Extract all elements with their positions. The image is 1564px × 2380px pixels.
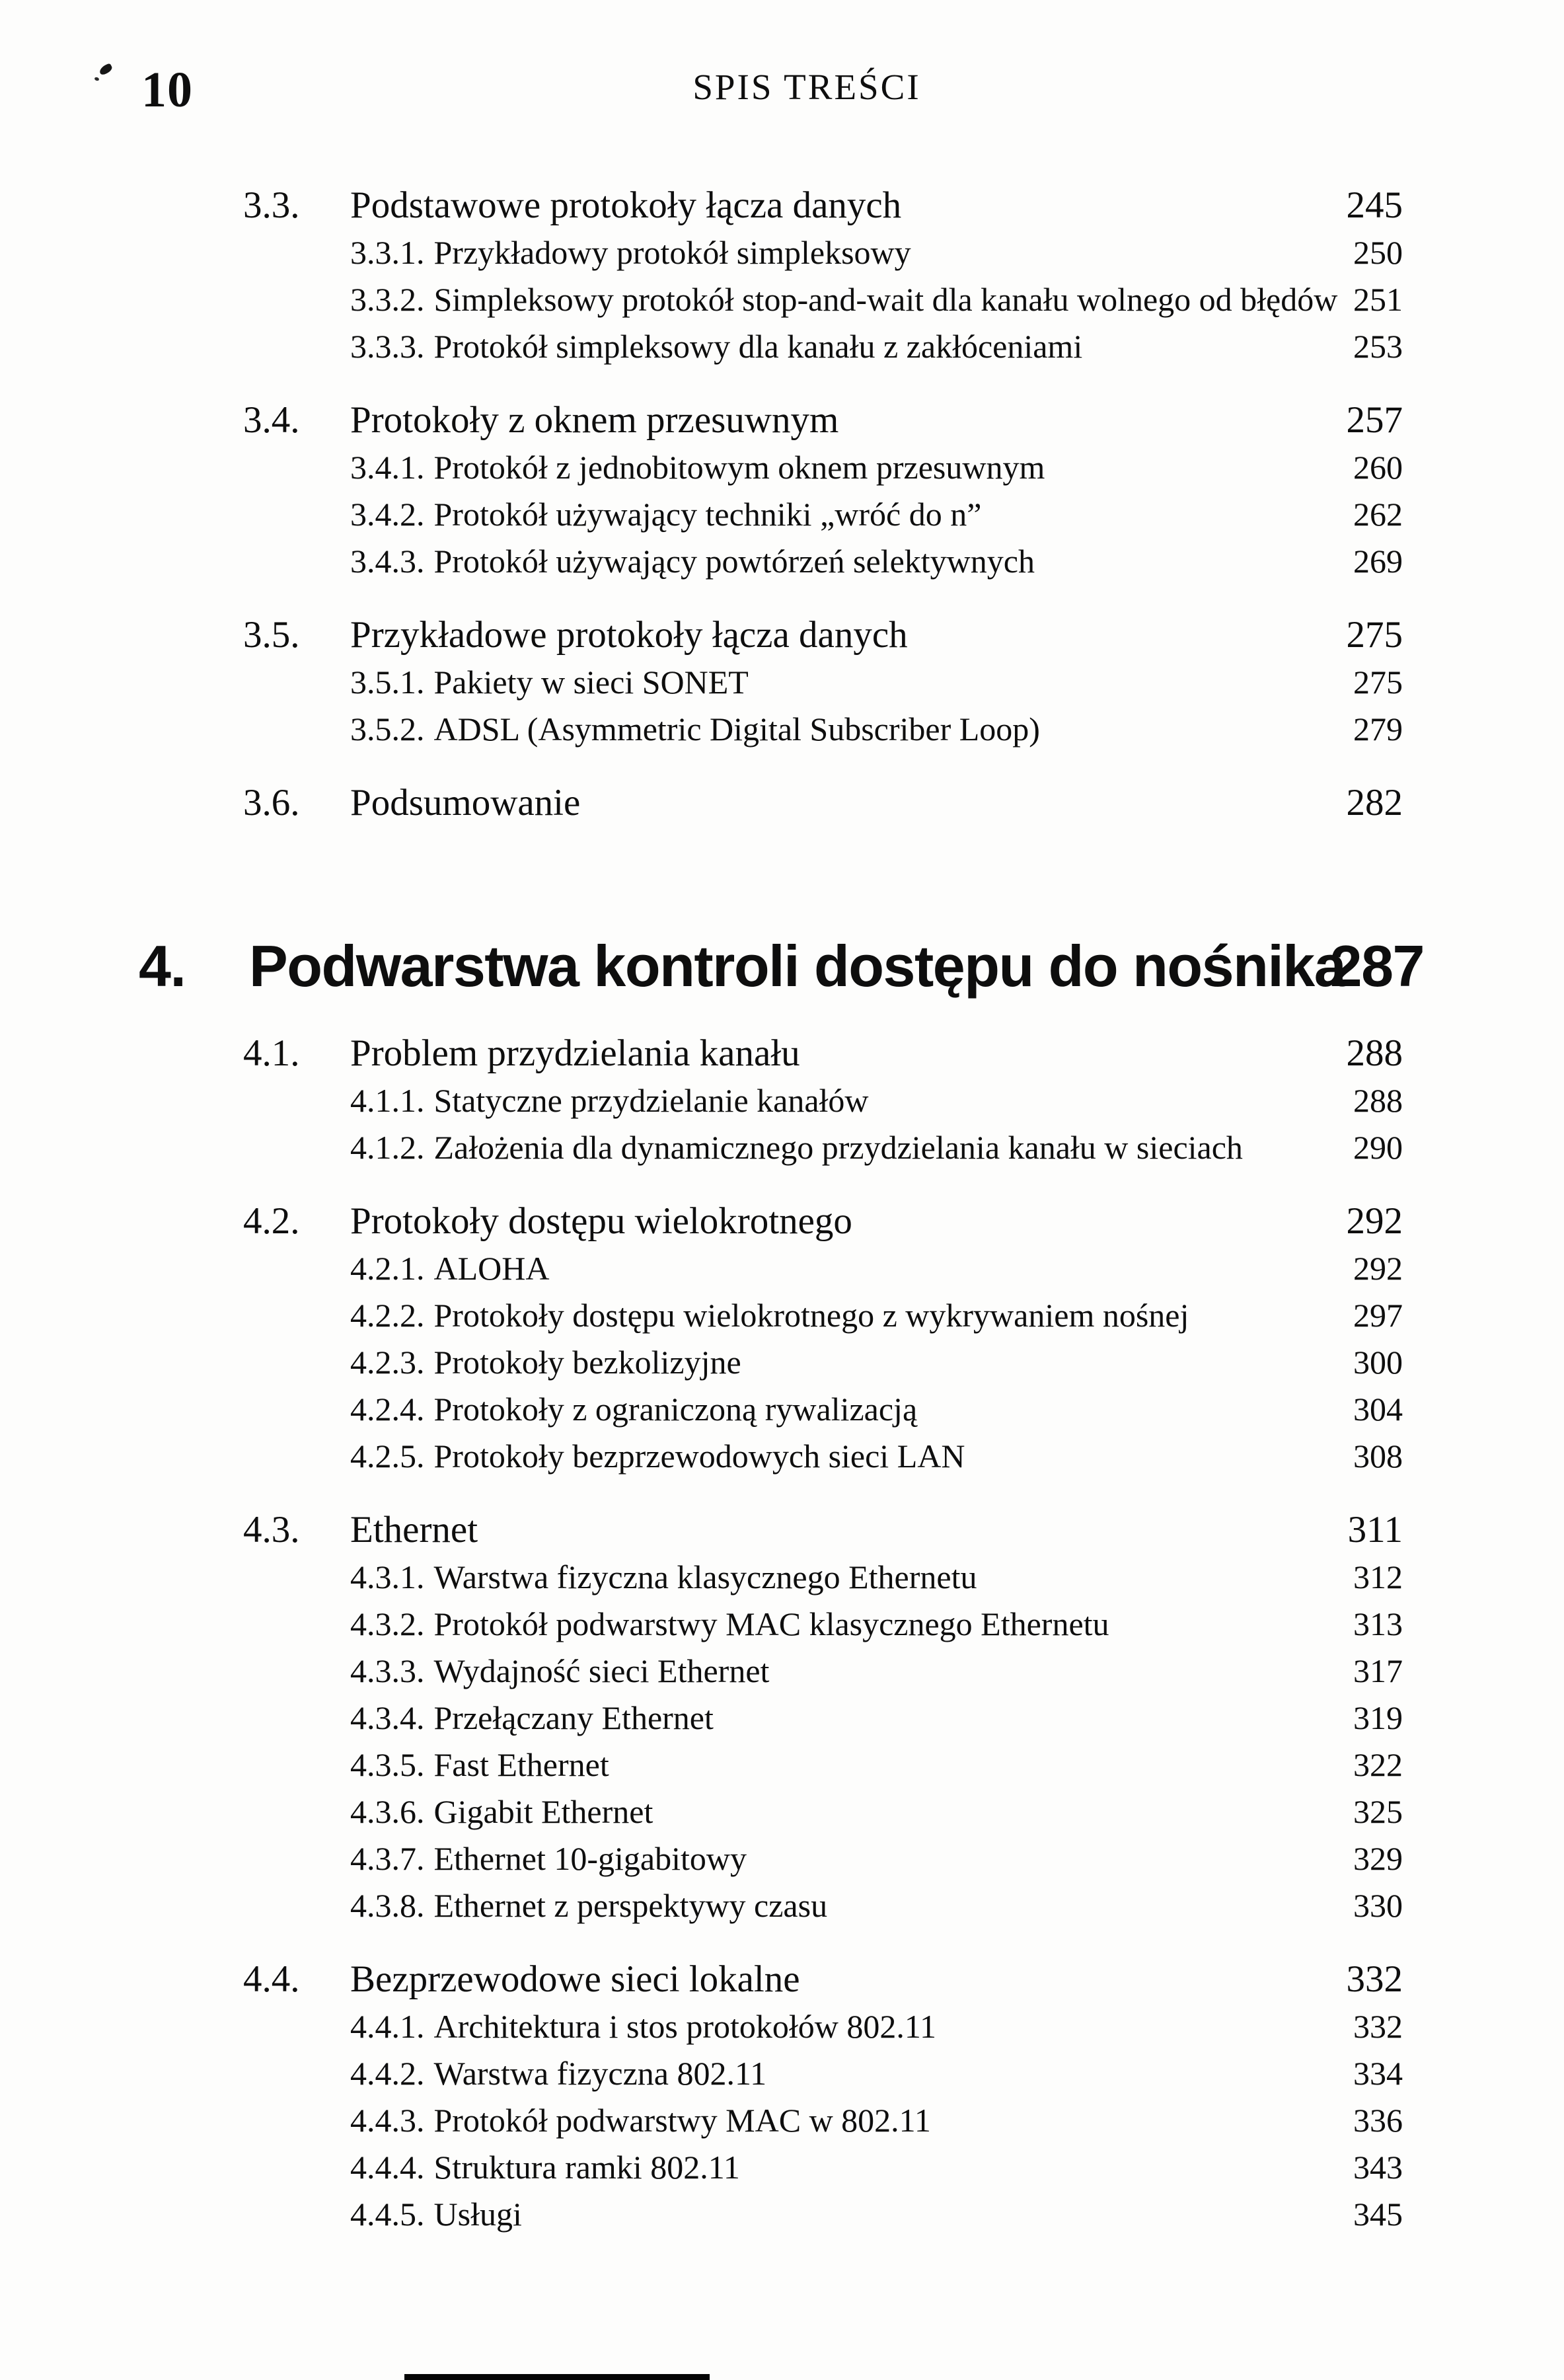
toc-subsection-row bbox=[0, 491, 1424, 538]
entry-title: Fast Ethernet bbox=[433, 1746, 609, 1783]
entry-page-number: 245 bbox=[1346, 184, 1403, 226]
entry-number: 4.2. bbox=[243, 1200, 300, 1242]
page-number: 10 bbox=[141, 62, 193, 118]
entry-number: 3.3. bbox=[243, 184, 300, 226]
ink-speck-artifact bbox=[94, 77, 99, 81]
toc-subsection-row bbox=[0, 229, 1424, 276]
toc-section-row bbox=[0, 1198, 1424, 1245]
entry-title: ADSL (Asymmetric Digital Subscriber Loop) bbox=[433, 710, 1040, 748]
entry-title: Ethernet z perspektywy czasu bbox=[433, 1887, 828, 1924]
entry-title: Warstwa fizyczna klasycznego Ethernetu bbox=[433, 1558, 977, 1595]
toc-subsection-row bbox=[0, 1339, 1424, 1386]
entry-page-number: 257 bbox=[1346, 399, 1403, 441]
entry-page-number: 322 bbox=[1353, 1746, 1403, 1783]
entry-number: 4.2.2. bbox=[350, 1297, 425, 1334]
toc-subsection-row bbox=[0, 1601, 1424, 1648]
entry-title: Założenia dla dynamicznego przydzielania kanału w sieciach bbox=[433, 1129, 1243, 1166]
entry-title: Podwarstwa kontroli dostępu do nośnika bbox=[249, 933, 1346, 999]
entry-title: Struktura ramki 802.11 bbox=[433, 2149, 740, 2186]
entry-page-number: 279 bbox=[1353, 710, 1403, 748]
toc-subsection-row bbox=[0, 2191, 1424, 2238]
entry-title: Protokoły z oknem przesuwnym bbox=[350, 399, 839, 441]
entry-number: 4.3. bbox=[243, 1509, 300, 1551]
toc-subsection-row bbox=[0, 1245, 1424, 1292]
toc-section-row bbox=[0, 1956, 1424, 2003]
entry-page-number: 345 bbox=[1353, 2196, 1403, 2233]
entry-number: 4.3.1. bbox=[350, 1558, 425, 1595]
toc-subsection-row bbox=[0, 538, 1424, 585]
entry-title: Protokół podwarstwy MAC klasycznego Ethernetu bbox=[433, 1605, 1109, 1642]
entry-number: 4.4.5. bbox=[350, 2196, 425, 2233]
entry-page-number: 311 bbox=[1347, 1509, 1403, 1551]
entry-number: 3.3.3. bbox=[350, 328, 425, 365]
entry-title: Protokół podwarstwy MAC w 802.11 bbox=[433, 2102, 931, 2139]
entry-page-number: 332 bbox=[1353, 2008, 1403, 2045]
entry-title: Przełączany Ethernet bbox=[433, 1699, 714, 1736]
entry-number: 4.4.1. bbox=[350, 2008, 425, 2045]
entry-page-number: 290 bbox=[1353, 1129, 1403, 1166]
entry-number: 4.4. bbox=[243, 1958, 300, 2000]
toc-subsection-row bbox=[0, 2050, 1424, 2097]
entry-page-number: 336 bbox=[1353, 2102, 1403, 2139]
entry-number: 3.6. bbox=[243, 782, 300, 824]
entry-page-number: 275 bbox=[1346, 614, 1403, 656]
toc-subsection-row bbox=[0, 2003, 1424, 2050]
entry-number: 3.5.1. bbox=[350, 664, 425, 701]
toc-chapter-row bbox=[0, 929, 1424, 1003]
toc-subsection-row bbox=[0, 276, 1424, 323]
entry-title: Protokół z jednobitowym oknem przesuwnym bbox=[433, 449, 1045, 486]
toc-section-row bbox=[0, 182, 1424, 229]
entry-title: Gigabit Ethernet bbox=[433, 1793, 653, 1830]
entry-page-number: 251 bbox=[1353, 281, 1403, 318]
entry-page-number: 319 bbox=[1353, 1699, 1403, 1736]
toc-section-row bbox=[0, 1030, 1424, 1077]
scan-edge-bar-artifact bbox=[404, 2374, 710, 2380]
entry-title: Protokoły bezprzewodowych sieci LAN bbox=[433, 1438, 965, 1475]
toc-subsection-row bbox=[0, 1695, 1424, 1742]
entry-page-number: 312 bbox=[1353, 1558, 1403, 1595]
entry-title: Problem przydzielania kanału bbox=[350, 1032, 800, 1074]
entry-number: 3.4.1. bbox=[350, 449, 425, 486]
entry-page-number: 297 bbox=[1353, 1297, 1403, 1334]
entry-page-number: 332 bbox=[1346, 1958, 1403, 2000]
toc-subsection-row bbox=[0, 2097, 1424, 2144]
entry-title: Bezprzewodowe sieci lokalne bbox=[350, 1958, 800, 2000]
toc-section-row bbox=[0, 779, 1424, 827]
entry-title: Protokół używający powtórzeń selektywnych bbox=[433, 543, 1035, 580]
entry-page-number: 308 bbox=[1353, 1438, 1403, 1475]
entry-number: 3.4.2. bbox=[350, 496, 425, 533]
toc-section-row bbox=[0, 397, 1424, 444]
entry-number: 4.3.4. bbox=[350, 1699, 425, 1736]
entry-page-number: 300 bbox=[1353, 1344, 1403, 1381]
entry-title: Simpleksowy protokół stop-and-wait dla kanału wolnego od błędów bbox=[433, 281, 1338, 318]
entry-title: Statyczne przydzielanie kanałów bbox=[433, 1082, 869, 1119]
entry-number: 4.1.1. bbox=[350, 1082, 425, 1119]
entry-number: 3.3.2. bbox=[350, 281, 425, 318]
entry-title: Architektura i stos protokołów 802.11 bbox=[433, 2008, 937, 2045]
toc-subsection-row bbox=[0, 1835, 1424, 1882]
toc-subsection-row bbox=[0, 1124, 1424, 1171]
entry-title: Przykładowe protokoły łącza danych bbox=[350, 614, 908, 656]
running-header: SPIS TREŚCI bbox=[692, 67, 921, 107]
entry-page-number: 275 bbox=[1353, 664, 1403, 701]
entry-title: Wydajność sieci Ethernet bbox=[433, 1652, 770, 1689]
entry-title: Przykładowy protokół simpleksowy bbox=[433, 234, 911, 271]
entry-number: 4.2.1. bbox=[350, 1250, 425, 1287]
toc-subsection-row bbox=[0, 1433, 1424, 1480]
toc-subsection-row bbox=[0, 659, 1424, 706]
entry-title: Pakiety w sieci SONET bbox=[433, 664, 749, 701]
ink-speck-artifact bbox=[98, 63, 113, 76]
entry-page-number: 292 bbox=[1353, 1250, 1403, 1287]
entry-title: Warstwa fizyczna 802.11 bbox=[433, 2055, 767, 2092]
entry-number: 4.3.5. bbox=[350, 1746, 425, 1783]
entry-number: 4.4.2. bbox=[350, 2055, 425, 2092]
entry-title: Protokół używający techniki „wróć do n” bbox=[433, 496, 982, 533]
entry-page-number: 304 bbox=[1353, 1391, 1403, 1428]
entry-number: 4.3.8. bbox=[350, 1887, 425, 1924]
entry-title: Protokoły dostępu wielokrotnego z wykrywaniem nośnej bbox=[433, 1297, 1189, 1334]
entry-title: Protokoły dostępu wielokrotnego bbox=[350, 1200, 852, 1242]
entry-number: 4.2.5. bbox=[350, 1438, 425, 1475]
entry-number: 4.3.3. bbox=[350, 1652, 425, 1689]
entry-number: 3.5. bbox=[243, 614, 300, 656]
entry-page-number: 334 bbox=[1353, 2055, 1403, 2092]
entry-page-number: 253 bbox=[1353, 328, 1403, 365]
entry-page-number: 292 bbox=[1346, 1200, 1403, 1242]
entry-title: Ethernet 10-gigabitowy bbox=[433, 1840, 747, 1877]
entry-title: Protokoły bezkolizyjne bbox=[433, 1344, 741, 1381]
entry-title: Usługi bbox=[433, 2196, 522, 2233]
toc-subsection-row bbox=[0, 706, 1424, 753]
entry-title: Podsumowanie bbox=[350, 782, 581, 824]
entry-number: 3.5.2. bbox=[350, 710, 425, 748]
entry-title: Protokoły z ograniczoną rywalizacją bbox=[433, 1391, 918, 1428]
entry-number: 4. bbox=[139, 933, 186, 999]
entry-title: Protokół simpleksowy dla kanału z zakłóceniami bbox=[433, 328, 1083, 365]
entry-page-number: 262 bbox=[1353, 496, 1403, 533]
entry-number: 4.4.3. bbox=[350, 2102, 425, 2139]
entry-page-number: 343 bbox=[1353, 2149, 1403, 2186]
toc-subsection-row bbox=[0, 1648, 1424, 1695]
toc-subsection-row bbox=[0, 2144, 1424, 2191]
entry-page-number: 260 bbox=[1353, 449, 1403, 486]
toc-subsection-row bbox=[0, 323, 1424, 370]
entry-number: 4.1.2. bbox=[350, 1129, 425, 1166]
entry-number: 4.3.7. bbox=[350, 1840, 425, 1877]
toc-section-row bbox=[0, 611, 1424, 659]
entry-page-number: 269 bbox=[1353, 543, 1403, 580]
entry-page-number: 325 bbox=[1353, 1793, 1403, 1830]
toc-subsection-row bbox=[0, 1554, 1424, 1601]
entry-page-number: 329 bbox=[1353, 1840, 1403, 1877]
entry-title: Podstawowe protokoły łącza danych bbox=[350, 184, 902, 226]
toc-subsection-row bbox=[0, 444, 1424, 491]
toc-list bbox=[0, 182, 1424, 2238]
entry-title: Ethernet bbox=[350, 1509, 478, 1551]
toc-subsection-row bbox=[0, 1386, 1424, 1433]
entry-number: 4.4.4. bbox=[350, 2149, 425, 2186]
toc-section-row bbox=[0, 1506, 1424, 1554]
entry-number: 4.3.2. bbox=[350, 1605, 425, 1642]
toc-subsection-row bbox=[0, 1292, 1424, 1339]
entry-title: ALOHA bbox=[433, 1250, 550, 1287]
toc-subsection-row bbox=[0, 1742, 1424, 1788]
entry-page-number: 288 bbox=[1346, 1032, 1403, 1074]
entry-page-number: 288 bbox=[1353, 1082, 1403, 1119]
entry-page-number: 317 bbox=[1353, 1652, 1403, 1689]
entry-number: 3.4. bbox=[243, 399, 300, 441]
toc-subsection-row bbox=[0, 1077, 1424, 1124]
entry-number: 4.2.3. bbox=[350, 1344, 425, 1381]
entry-page-number: 282 bbox=[1346, 782, 1403, 824]
entry-page-number: 250 bbox=[1353, 234, 1403, 271]
entry-number: 3.4.3. bbox=[350, 543, 425, 580]
entry-number: 4.2.4. bbox=[350, 1391, 425, 1428]
entry-page-number: 330 bbox=[1353, 1887, 1403, 1924]
entry-number: 4.3.6. bbox=[350, 1793, 425, 1830]
toc-subsection-row bbox=[0, 1882, 1424, 1929]
toc-subsection-row bbox=[0, 1788, 1424, 1835]
entry-page-number: 287 bbox=[1329, 933, 1424, 999]
entry-number: 4.1. bbox=[243, 1032, 300, 1074]
entry-number: 3.3.1. bbox=[350, 234, 425, 271]
entry-page-number: 313 bbox=[1353, 1605, 1403, 1642]
